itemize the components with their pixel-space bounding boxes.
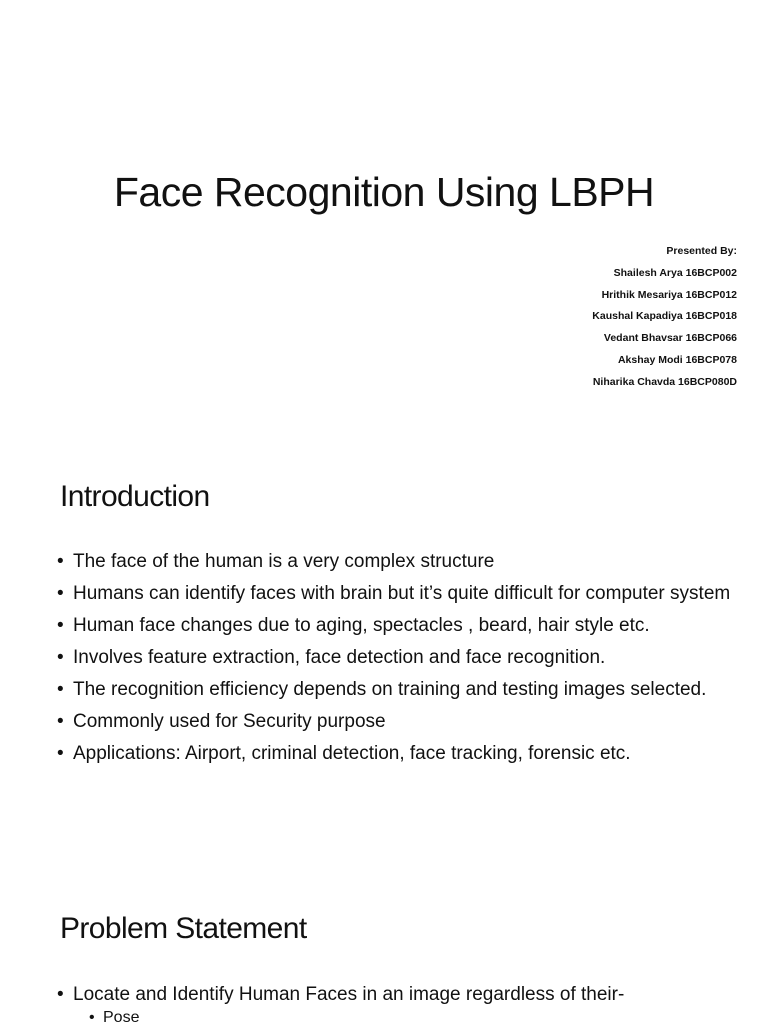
bullet-item bbox=[57, 646, 747, 670]
title-slide bbox=[0, 0, 768, 432]
bullet-icon: • bbox=[57, 551, 64, 572]
bullet-item bbox=[57, 678, 747, 702]
introduction-heading: Introduction bbox=[60, 480, 210, 513]
sub-bullet-item bbox=[73, 1007, 747, 1024]
bullet-item bbox=[57, 614, 747, 638]
problem-sub-bullet-list bbox=[73, 1007, 747, 1024]
problem-bullet-list bbox=[57, 983, 747, 1024]
bullet-text: Commonly used for Security purpose bbox=[73, 711, 386, 732]
bullet-text: The face of the human is a very complex structure bbox=[73, 551, 495, 572]
bullet-item bbox=[57, 710, 747, 734]
bullet-text: The recognition efficiency depends on training and testing images selected. bbox=[73, 679, 707, 700]
introduction-slide bbox=[0, 432, 768, 864]
bullet-text: Locate and Identify Human Faces in an image regardless of their- bbox=[73, 984, 625, 1005]
presented-by-label: Presented By: bbox=[666, 245, 737, 257]
bullet-text: Applications: Airport, criminal detection, face tracking, forensic etc. bbox=[73, 743, 631, 764]
bullet-icon: • bbox=[57, 679, 64, 700]
problem-statement-slide bbox=[0, 864, 768, 1024]
bullet-item bbox=[57, 550, 747, 574]
presenter-name: Niharika Chavda 16BCP080D bbox=[592, 375, 737, 388]
bullet-text: Human face changes due to aging, spectacles , beard, hair style etc. bbox=[73, 615, 650, 636]
bullet-text: Humans can identify faces with brain but it’s quite difficult for computer system bbox=[73, 583, 731, 604]
bullet-text: Involves feature extraction, face detection and face recognition. bbox=[73, 647, 606, 668]
bullet-item bbox=[57, 582, 747, 606]
bullet-icon: • bbox=[89, 1009, 95, 1024]
bullet-icon: • bbox=[57, 647, 64, 668]
bullet-item bbox=[57, 983, 747, 1024]
presenter-name: Hrithik Mesariya 16BCP012 bbox=[601, 288, 737, 301]
bullet-icon: • bbox=[57, 615, 64, 636]
presenter-name: Akshay Modi 16BCP078 bbox=[617, 353, 737, 366]
bullet-icon: • bbox=[57, 743, 64, 764]
presenter-name: Kaushal Kapadiya 16BCP018 bbox=[592, 310, 737, 323]
introduction-bullet-list bbox=[57, 550, 747, 774]
presenter-list bbox=[592, 241, 737, 394]
bullet-item bbox=[57, 742, 747, 766]
sub-bullet-text: Pose bbox=[103, 1009, 140, 1024]
problem-statement-heading: Problem Statement bbox=[60, 912, 307, 945]
bullet-icon: • bbox=[57, 984, 64, 1005]
presentation-title: Face Recognition Using LBPH bbox=[113, 169, 655, 215]
bullet-icon: • bbox=[57, 583, 64, 604]
bullet-icon: • bbox=[57, 711, 64, 732]
presenter-name: Shailesh Arya 16BCP002 bbox=[613, 266, 737, 279]
presenter-name: Vedant Bhavsar 16BCP066 bbox=[603, 332, 737, 345]
